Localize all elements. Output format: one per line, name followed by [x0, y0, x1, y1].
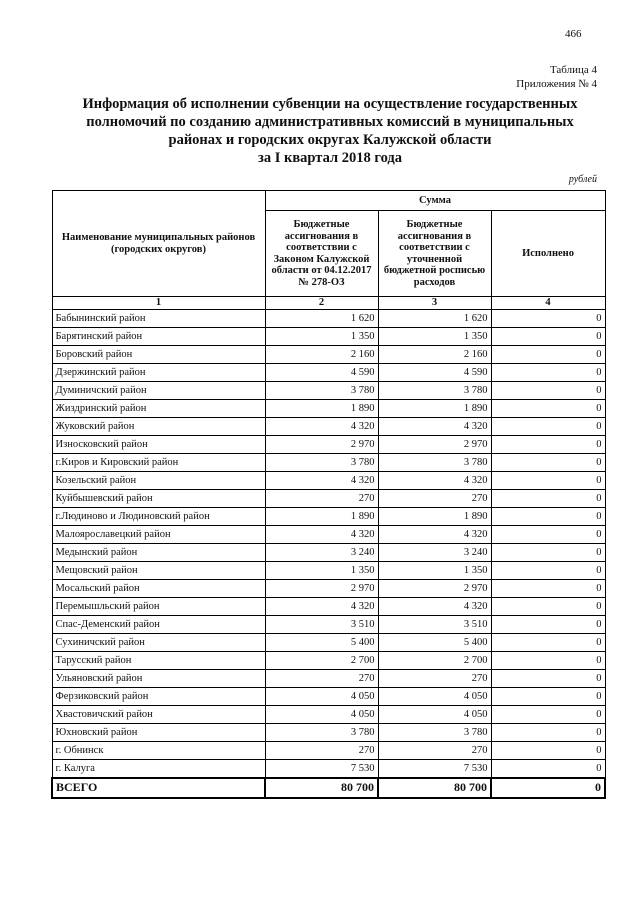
- revised-amount: 3 510: [378, 615, 491, 633]
- district-name: Износковский район: [52, 435, 265, 453]
- executed-amount: 0: [491, 759, 605, 778]
- executed-amount: 0: [491, 399, 605, 417]
- column-header-law: Бюджетные ассигнования в соответствии с Законом Калужской области от 04.12.2017 № 278-ОЗ: [265, 211, 378, 297]
- document-title: [50, 95, 610, 167]
- district-name: Жуковский район: [52, 417, 265, 435]
- revised-amount: 4 050: [378, 705, 491, 723]
- law-amount: 2 700: [265, 651, 378, 669]
- revised-amount: 7 530: [378, 759, 491, 778]
- revised-amount: 1 620: [378, 309, 491, 327]
- table-row: [52, 489, 605, 507]
- executed-amount: 0: [491, 561, 605, 579]
- executed-amount: 0: [491, 435, 605, 453]
- law-amount: 5 400: [265, 633, 378, 651]
- revised-amount: 270: [378, 669, 491, 687]
- district-name: Козельский район: [52, 471, 265, 489]
- table-row: [52, 435, 605, 453]
- executed-amount: 0: [491, 741, 605, 759]
- district-name: Мосальский район: [52, 579, 265, 597]
- revised-amount: 4 320: [378, 417, 491, 435]
- executed-amount: 0: [491, 579, 605, 597]
- district-name: Думиничский район: [52, 381, 265, 399]
- table-row: [52, 579, 605, 597]
- executed-amount: 0: [491, 345, 605, 363]
- column-number: 1: [52, 297, 265, 310]
- revised-amount: 4 320: [378, 471, 491, 489]
- total-row: [52, 778, 605, 798]
- law-amount: 4 320: [265, 417, 378, 435]
- executed-amount: 0: [491, 705, 605, 723]
- table-row: [52, 615, 605, 633]
- column-header-executed: Исполнено: [491, 211, 605, 297]
- revised-amount: 5 400: [378, 633, 491, 651]
- revised-amount: 1 890: [378, 507, 491, 525]
- district-name: г.Киров и Кировский район: [52, 453, 265, 471]
- law-amount: 2 160: [265, 345, 378, 363]
- table-row: [52, 705, 605, 723]
- district-name: Барятинский район: [52, 327, 265, 345]
- district-name: Мещовский район: [52, 561, 265, 579]
- law-amount: 1 350: [265, 327, 378, 345]
- column-header-sum: Сумма: [265, 191, 605, 211]
- table-row: [52, 453, 605, 471]
- table-body: [52, 309, 605, 798]
- executed-amount: 0: [491, 651, 605, 669]
- district-name: Ферзиковский район: [52, 687, 265, 705]
- district-name: г. Обнинск: [52, 741, 265, 759]
- district-name: Малоярославецкий район: [52, 525, 265, 543]
- executed-amount: 0: [491, 778, 605, 798]
- table-row: [52, 525, 605, 543]
- executed-amount: 0: [491, 471, 605, 489]
- law-amount: 2 970: [265, 435, 378, 453]
- page-number: 466: [565, 28, 582, 40]
- law-amount: 270: [265, 489, 378, 507]
- district-name: ВСЕГО: [52, 778, 265, 798]
- table-row: [52, 543, 605, 561]
- district-name: г. Калуга: [52, 759, 265, 778]
- law-amount: 4 320: [265, 597, 378, 615]
- executed-amount: 0: [491, 615, 605, 633]
- law-amount: 1 350: [265, 561, 378, 579]
- law-amount: 80 700: [265, 778, 378, 798]
- revised-amount: 1 890: [378, 399, 491, 417]
- table-row: [52, 345, 605, 363]
- district-name: Бабынинский район: [52, 309, 265, 327]
- executed-amount: 0: [491, 633, 605, 651]
- revised-amount: 3 780: [378, 723, 491, 741]
- title-line: Информация об исполнении субвенции на осуществление государственных: [82, 96, 578, 112]
- currency-units: рублей: [568, 174, 597, 185]
- column-number: 3: [378, 297, 491, 310]
- law-amount: 1 890: [265, 399, 378, 417]
- executed-amount: 0: [491, 489, 605, 507]
- executed-amount: 0: [491, 363, 605, 381]
- executed-amount: 0: [491, 687, 605, 705]
- revised-amount: 1 350: [378, 327, 491, 345]
- revised-amount: 1 350: [378, 561, 491, 579]
- executed-amount: 0: [491, 669, 605, 687]
- district-name: Ульяновский район: [52, 669, 265, 687]
- district-name: Дзержинский район: [52, 363, 265, 381]
- revised-amount: 270: [378, 741, 491, 759]
- table-row: [52, 561, 605, 579]
- district-name: Сухиничский район: [52, 633, 265, 651]
- law-amount: 4 590: [265, 363, 378, 381]
- column-header-name: Наименование муниципальных районов (городских округов): [52, 191, 265, 297]
- law-amount: 3 510: [265, 615, 378, 633]
- district-name: Спас-Деменский район: [52, 615, 265, 633]
- executed-amount: 0: [491, 381, 605, 399]
- law-amount: 4 050: [265, 705, 378, 723]
- law-amount: 3 240: [265, 543, 378, 561]
- table-row: [52, 327, 605, 345]
- law-amount: 270: [265, 669, 378, 687]
- revised-amount: 2 700: [378, 651, 491, 669]
- law-amount: 2 970: [265, 579, 378, 597]
- revised-amount: 4 590: [378, 363, 491, 381]
- table-row: [52, 633, 605, 651]
- table-row: [52, 723, 605, 741]
- district-name: Перемышльский район: [52, 597, 265, 615]
- executed-amount: 0: [491, 723, 605, 741]
- revised-amount: 2 160: [378, 345, 491, 363]
- law-amount: 4 320: [265, 525, 378, 543]
- table-caption: Таблица 4: [549, 64, 597, 76]
- executed-amount: 0: [491, 597, 605, 615]
- column-number: 4: [491, 297, 605, 310]
- title-line: районах и городских округах Калужской области: [168, 132, 492, 148]
- table-row: [52, 399, 605, 417]
- subvention-table: [51, 190, 606, 799]
- district-name: Медынский район: [52, 543, 265, 561]
- district-name: Жиздринский район: [52, 399, 265, 417]
- table-row: [52, 381, 605, 399]
- revised-amount: 4 050: [378, 687, 491, 705]
- district-name: Хвастовичский район: [52, 705, 265, 723]
- district-name: Тарусский район: [52, 651, 265, 669]
- column-number: 2: [265, 297, 378, 310]
- executed-amount: 0: [491, 327, 605, 345]
- executed-amount: 0: [491, 309, 605, 327]
- executed-amount: 0: [491, 417, 605, 435]
- revised-amount: 80 700: [378, 778, 491, 798]
- table-row: [52, 507, 605, 525]
- title-line: за I квартал 2018 года: [258, 150, 402, 166]
- table-row: [52, 363, 605, 381]
- executed-amount: 0: [491, 453, 605, 471]
- revised-amount: 270: [378, 489, 491, 507]
- executed-amount: 0: [491, 507, 605, 525]
- revised-amount: 4 320: [378, 597, 491, 615]
- table-row: [52, 687, 605, 705]
- executed-amount: 0: [491, 543, 605, 561]
- revised-amount: 4 320: [378, 525, 491, 543]
- law-amount: 1 620: [265, 309, 378, 327]
- district-name: Куйбышевский район: [52, 489, 265, 507]
- law-amount: 270: [265, 741, 378, 759]
- law-amount: 1 890: [265, 507, 378, 525]
- table-row: [52, 597, 605, 615]
- revised-amount: 3 780: [378, 381, 491, 399]
- appendix-caption: Приложения № 4: [516, 78, 597, 90]
- law-amount: 3 780: [265, 723, 378, 741]
- table-row: [52, 759, 605, 778]
- law-amount: 3 780: [265, 453, 378, 471]
- table-row: [52, 309, 605, 327]
- executed-amount: 0: [491, 525, 605, 543]
- law-amount: 4 320: [265, 471, 378, 489]
- revised-amount: 3 780: [378, 453, 491, 471]
- district-name: Боровский район: [52, 345, 265, 363]
- table-row: [52, 669, 605, 687]
- law-amount: 7 530: [265, 759, 378, 778]
- law-amount: 3 780: [265, 381, 378, 399]
- revised-amount: 2 970: [378, 579, 491, 597]
- law-amount: 4 050: [265, 687, 378, 705]
- table-row: [52, 741, 605, 759]
- district-name: Юхновский район: [52, 723, 265, 741]
- table-row: [52, 651, 605, 669]
- column-header-revised: Бюджетные ассигнования в соответствии с уточненной бюджетной росписью расходов: [378, 211, 491, 297]
- revised-amount: 3 240: [378, 543, 491, 561]
- table-row: [52, 417, 605, 435]
- title-line: полномочий по созданию административных комиссий в муниципальных: [86, 114, 574, 130]
- revised-amount: 2 970: [378, 435, 491, 453]
- table-row: [52, 471, 605, 489]
- district-name: г.Людиново и Людиновский район: [52, 507, 265, 525]
